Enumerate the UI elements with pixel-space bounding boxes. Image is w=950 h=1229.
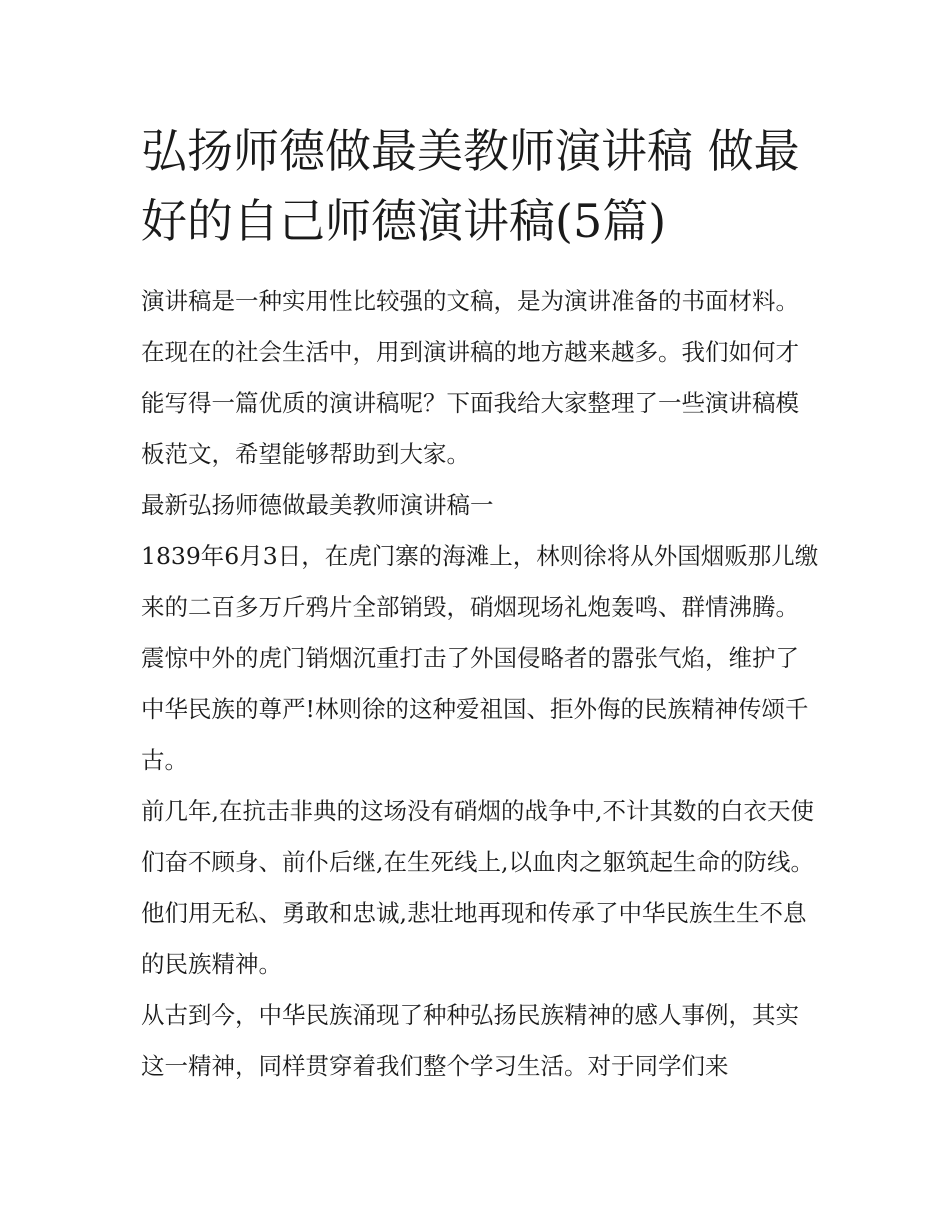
document-body xyxy=(141,276,821,1092)
body-paragraph-3: 从古到今，中华民族涌现了种种弘扬民族精神的感人事例，其实这一精神，同样贯穿着我们整个学习生活。对于同学们来 xyxy=(141,1001,799,1080)
body-paragraph-1: 1839年6月3日，在虎门寨的海滩上，林则徐将从外国烟贩那儿缴来的二百多万斤鸦片全部销毁，硝烟现场礼炮轰鸣、群情沸腾。震惊中外的虎门销烟沉重打击了外国侵略者的嚣张气焰，维护了中华民族的尊严!林则徐的这种爱祖国、拒外侮的民族精神传颂千古。 xyxy=(141,542,819,774)
intro-paragraph: 演讲稿是一种实用性比较强的文稿，是为演讲准备的书面材料。在现在的社会生活中，用到演讲稿的地方越来越多。我们如何才能写得一篇优质的演讲稿呢？下面我给大家整理了一些演讲稿模板范文，希望能够帮助到大家。 xyxy=(141,287,799,468)
document-title: 弘扬师德做最美教师演讲稿 做最好的自己师德演讲稿(5篇) xyxy=(141,124,800,248)
section-heading: 最新弘扬师德做最美教师演讲稿一 xyxy=(141,491,494,519)
body-paragraph-2: 前几年,在抗击非典的这场没有硝烟的战争中,不计其数的白衣天使们奋不顾身、前仆后继,在生死线上,以血肉之躯筑起生命的防线。他们用无私、勇敢和忠诚,悲壮地再现和传承了中华民族生生不息的民族精神。 xyxy=(141,797,814,978)
